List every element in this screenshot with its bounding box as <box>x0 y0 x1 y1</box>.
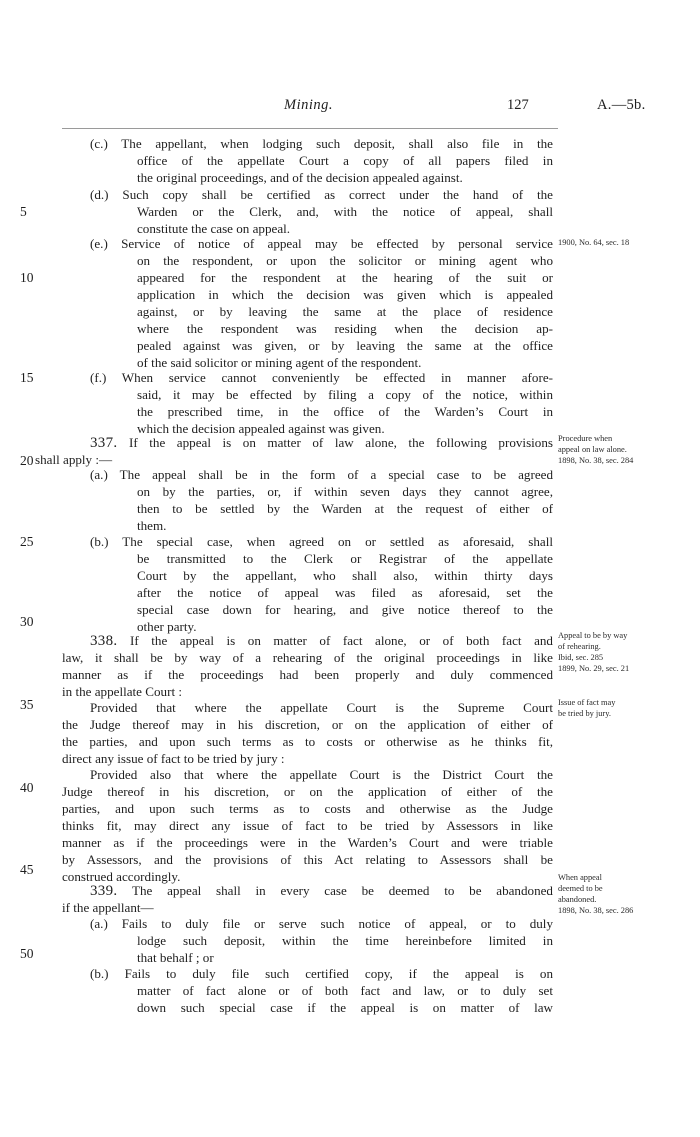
line-text: If the appeal is on matter of law alone, the following provisions <box>129 435 553 450</box>
line-number: 35 <box>20 697 34 712</box>
text-line <box>137 203 553 220</box>
line-number: 30 <box>20 614 34 629</box>
line-text: Provided also that where the appellate Court is the District Court the <box>90 767 553 782</box>
text-line <box>62 666 553 683</box>
line-text: If the appeal is on matter of fact alone, or of both fact and <box>130 633 553 648</box>
margin-note-line: 1898, No. 38, sec. 286 <box>558 906 634 915</box>
section-start-line <box>90 882 553 899</box>
margin-note-line: Ibid, sec. 285 <box>558 653 604 662</box>
margin-note-line: of rehearing. <box>558 642 601 651</box>
line-number: 5 <box>20 204 27 219</box>
line-text: The appeal shall in every case be deemed to be abandoned <box>131 883 553 898</box>
text-line <box>137 152 553 169</box>
margin-note <box>558 697 615 719</box>
line-text: pealed against was given, or by leaving the same at the office <box>137 338 553 353</box>
line-text: construed accordingly. <box>62 869 181 884</box>
margin-note-line: When appeal <box>558 873 602 882</box>
line-number: 25 <box>20 534 34 549</box>
line-text: direct any issue of fact to be tried by jury : <box>62 751 285 766</box>
line-text: (f.) When service cannot conveniently be effected in manner afore- <box>90 370 553 385</box>
text-line <box>137 252 553 269</box>
text-line <box>137 403 553 420</box>
text-line <box>137 386 553 403</box>
text-line <box>62 800 553 817</box>
text-line <box>137 500 553 517</box>
margin-note-line: 1898, No. 38, sec. 284 <box>558 456 634 465</box>
line-text: Provided that where the appellate Court is the Supreme Court <box>90 700 553 715</box>
text-line <box>90 533 553 550</box>
text-line <box>90 369 553 386</box>
line-text: where the respondent was residing when the decision ap- <box>137 321 553 336</box>
margin-note <box>558 872 633 916</box>
text-line <box>137 982 553 999</box>
line-text: parties, and upon such terms as to costs and otherwise as the Judge <box>62 801 553 816</box>
running-title: Mining. <box>284 97 334 113</box>
margin-note-line: appeal on law alone. <box>558 445 627 454</box>
line-number: 20 <box>20 453 34 468</box>
margin-note-line: Issue of fact may <box>558 698 616 707</box>
line-text: then to be settled by the Warden at the request of either of <box>137 501 553 516</box>
line-text: (a.) Fails to duly file or serve such notice of appeal, or to duly <box>90 916 553 931</box>
text-line <box>137 517 553 534</box>
line-text: down such special case if the appeal is on matter of law <box>137 1000 553 1015</box>
text-line <box>62 834 553 851</box>
text-line <box>62 649 553 666</box>
text-line <box>137 286 553 303</box>
line-text: appeared for the respondent at the hearing of the suit or <box>137 270 553 285</box>
margin-note-line: abandoned. <box>558 895 597 904</box>
header-rule <box>62 128 558 129</box>
text-line <box>137 932 553 949</box>
section-number: 338. <box>90 633 118 649</box>
section-number: 337. <box>90 435 118 451</box>
line-number: 15 <box>20 370 34 385</box>
text-line <box>137 999 553 1016</box>
line-text: law, it shall be by way of a rehearing of the original proceedings in like <box>62 650 553 665</box>
line-text: thinks fit, may direct any issue of fact to be tried by Assessors in like <box>62 818 553 833</box>
text-line <box>137 601 553 618</box>
text-line <box>62 750 553 767</box>
line-text: Warden or the Clerk, and, with the notice of appeal, shall <box>137 204 553 219</box>
text-line <box>137 949 553 966</box>
line-text: if the appellant— <box>62 900 154 915</box>
line-text: office of the appellate Court a copy of all papers filed in <box>137 153 553 168</box>
text-line <box>137 550 553 567</box>
text-line <box>62 716 553 733</box>
line-text: the original proceedings, and of the decision appealed against. <box>137 170 463 185</box>
line-text: the prescribed time, in the office of the Warden’s Court in <box>137 404 553 419</box>
line-text: manner as if the proceedings were in the Warden’s Court and were triable <box>62 835 553 850</box>
text-line <box>62 851 553 868</box>
section-start-line <box>90 632 553 649</box>
text-line <box>137 567 553 584</box>
text-line <box>90 186 553 203</box>
line-text: the parties, and upon such terms as to costs or otherwise as he thinks fit, <box>62 734 553 749</box>
line-text: special case down for hearing, and give notice thereof to the <box>137 602 553 617</box>
line-text: (e.) Service of notice of appeal may be effected by personal service <box>90 236 553 251</box>
section-number: 339. <box>90 883 118 899</box>
text-line <box>90 466 553 483</box>
line-text: (b.) The special case, when agreed on or settled as aforesaid, shall <box>90 534 553 549</box>
line-text: manner as if the proceedings had been properly and duly commenced <box>62 667 553 682</box>
margin-note-line: be tried by jury. <box>558 709 611 718</box>
line-number: 10 <box>20 270 34 285</box>
margin-note <box>558 630 629 674</box>
text-line <box>62 733 553 750</box>
line-text: constitute the case on appeal. <box>137 221 291 236</box>
line-text: other party. <box>137 619 197 634</box>
line-text: (a.) The appeal shall be in the form of a special case to be agreed <box>90 467 553 482</box>
line-text: after the notice of appeal was filed as aforesaid, set the <box>137 585 553 600</box>
line-text: by Assessors, and the provisions of this Act relating to Assessors shall be <box>62 852 553 867</box>
line-text: Judge thereof in his discretion, or on the application of either of the <box>62 784 553 799</box>
text-line <box>137 584 553 601</box>
line-text: (b.) Fails to duly file such certified copy, if the appeal is on <box>90 966 553 981</box>
line-text: of the said solicitor or mining agent of the respondent. <box>137 355 422 370</box>
line-text: which the decision appealed against was given. <box>137 421 385 436</box>
margin-note <box>558 433 633 466</box>
line-number: 50 <box>20 946 34 961</box>
line-text: on the respondent, or upon the solicitor or mining agent who <box>137 253 553 268</box>
margin-note-line: 1899, No. 29, sec. 21 <box>558 664 630 673</box>
line-text: be transmitted to the Clerk or Registrar of the appellate <box>137 551 553 566</box>
line-number: 45 <box>20 862 34 877</box>
text-line <box>90 766 553 783</box>
line-text: against, or by leaving the same at the place of residence <box>137 304 553 319</box>
line-text: them. <box>137 518 167 533</box>
margin-note-line: Procedure when <box>558 434 613 443</box>
text-line <box>62 683 553 700</box>
line-text: in the appellate Court : <box>62 684 182 699</box>
margin-note-line: Appeal to be by way <box>558 631 628 640</box>
line-text: the Judge thereof may in his discretion, or on the application of either of <box>62 717 553 732</box>
text-line <box>90 699 553 716</box>
text-line <box>137 483 553 500</box>
line-text: on by the parties, or, if within seven days they cannot agree, <box>137 484 553 499</box>
text-line <box>90 135 553 152</box>
line-text: lodge such deposit, within the time hereinbefore limited in <box>137 933 553 948</box>
text-line <box>90 965 553 982</box>
text-line <box>137 320 553 337</box>
text-line <box>137 269 553 286</box>
text-line <box>137 169 553 186</box>
line-text: application in which the decision was given which is appealed <box>137 287 553 302</box>
line-number: 40 <box>20 780 34 795</box>
text-line <box>90 915 553 932</box>
text-line <box>137 337 553 354</box>
line-text: shall apply :— <box>35 452 113 467</box>
text-line <box>137 303 553 320</box>
margin-note-line: 1900, No. 64, sec. 18 <box>558 238 630 247</box>
line-text: that behalf ; or <box>137 950 214 965</box>
text-line <box>62 899 553 916</box>
text-line <box>62 817 553 834</box>
text-line <box>62 783 553 800</box>
line-text: matter of fact alone or of both fact and law, or to duly set <box>137 983 553 998</box>
line-text: (d.) Such copy shall be certified as correct under the hand of the <box>90 187 553 202</box>
section-start-line <box>90 434 553 451</box>
line-text: said, it may be effected by filing a copy of the notice, within <box>137 387 553 402</box>
page-number: 127 <box>507 97 529 113</box>
text-line <box>90 235 553 252</box>
line-text: Court by the appellant, who shall also, within thirty days <box>137 568 553 583</box>
document-reference: A.—5b. <box>597 97 646 113</box>
line-text: (c.) The appellant, when lodging such deposit, shall also file in the <box>90 136 553 151</box>
margin-note <box>558 237 629 248</box>
margin-note-line: deemed to be <box>558 884 603 893</box>
